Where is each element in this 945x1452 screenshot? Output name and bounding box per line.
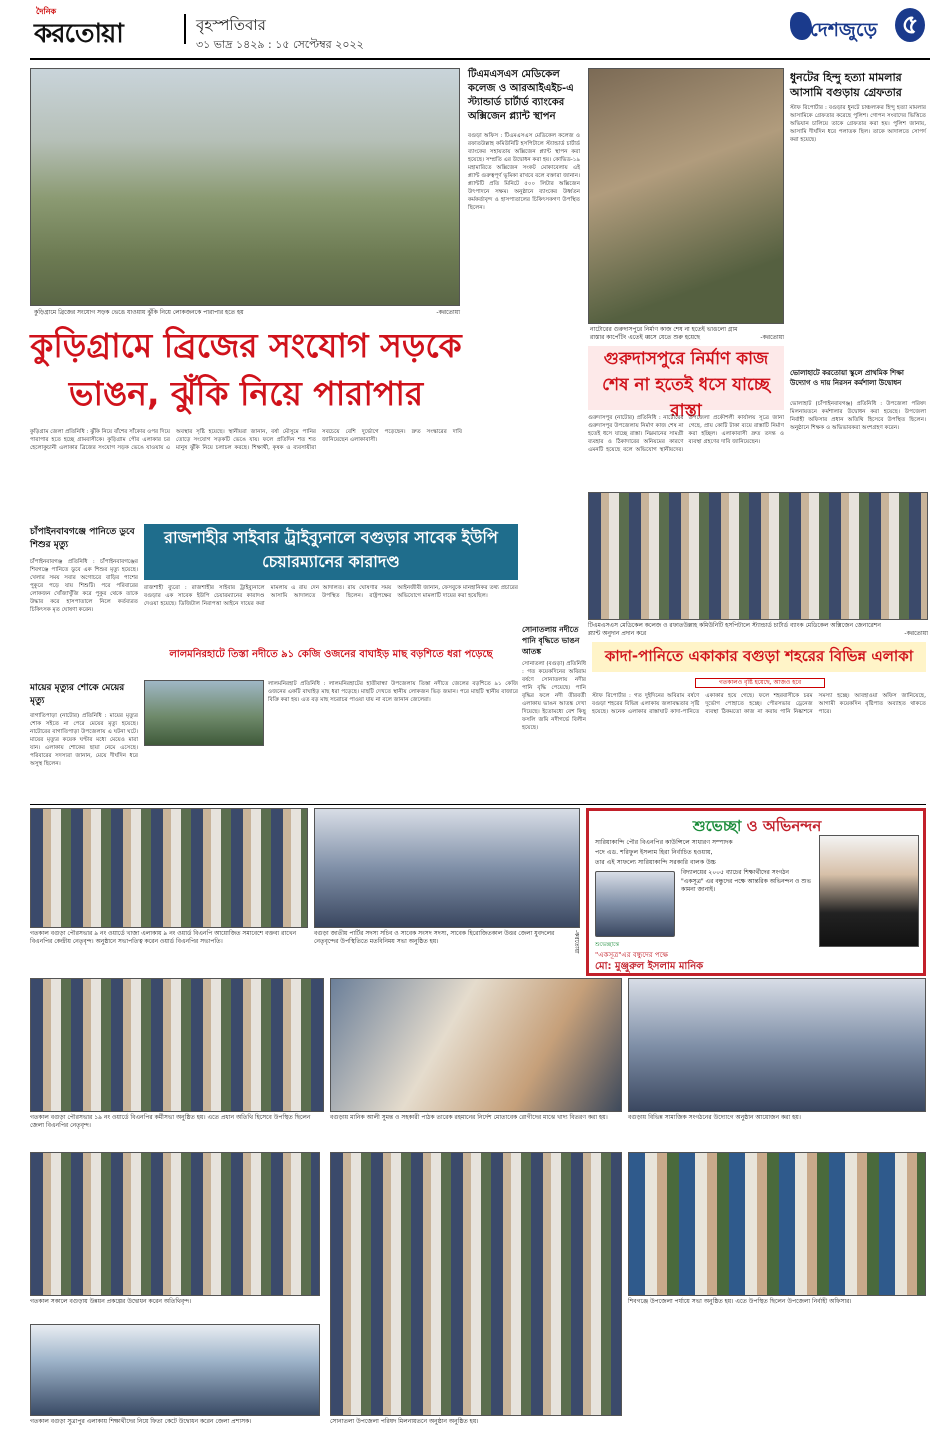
greeting-line1: সারিয়াকান্দি পৌর বিএনপির কাউন্সিলে সাধারণ সম্পাদক [595,839,733,846]
vertical-credit: -করতোয়া [573,930,580,954]
road-photo [588,68,784,324]
masthead-divider [184,14,186,44]
oxygen-plant-credit: -করতোয়া [904,630,928,637]
photo-row4-middle-caption: সোনাতলা উপজেলা পরিষদ মিলনায়তনে অনুষ্ঠান অনুষ্ঠিত হয়। [330,1418,479,1425]
cyber-headline: রাজশাহীর সাইবার ট্রাইব্যুনালে বগুড়ার সাবেক ইউপি চেয়ারম্যানের কারাদণ্ড [144,524,518,580]
photo-row2-right [628,978,926,1112]
child-headline: চাঁপাইনবাবগঞ্জে পানিতে ডুবে শিশুর মৃত্যু [30,527,135,550]
logo-small: দৈনিক [36,7,57,16]
flood-headline: কাদা-পানিতে একাকার বগুড়া শহরের বিভিন্ন এলাকা [592,642,926,672]
road-body: গুরুদাসপুর (নাটোর) প্রতিনিধি : নাটোরের গুরুদাসপুর উপজেলায় নির্মাণ কাজ শেষ না হতেই ধসে যাচ্ছে রাস্তা। নিম্নমানের সামগ্রী ব্যবহার ও ঠিকাদারের অনিয়মের কারণে এমনটি হয়েছে বলে অভিযোগ স্থানীয়দের। উপজেলা প্রকৌশলী কার্যালয় সূত্রে জানা গেছে, প্রায় কোটি টাকা ব্যয়ে রাস্তাটি নির্মাণ করা হচ্ছিল। এলাকাবাসী দ্রুত তদন্ত ও ব্যবস্থা গ্রহণের দাবি জানিয়েছেন। [588,415,784,453]
flood-body: স্টাফ রিপোর্টার : গত দুইদিনের অবিরাম বর্ষণে বগুড়া শহরের বিভিন্ন এলাকায় জলাবদ্ধতার সৃষ্টি হয়েছে। অনেক এলাকার রাস্তাঘাট কাদা-পানিতে একাকার হয়ে গেছে। ফলে শহরবাসীকে চরম দুর্ভোগ পোহাতে হচ্ছে। পৌরসভার ড্রেনেজ ব্যবস্থা ঠিকমতো কাজ না করায় পানি নিষ্কাশনে সমস্যা হচ্ছে। আবহাওয়া অফিস জানিয়েছে, আগামী কয়েকদিন বৃষ্টিপাত অব্যাহত থাকতে পারে। [592,693,926,715]
greeting-name: মো: মুঞ্জুরুল ইসলাম মানিক [595,961,704,972]
masthead-date: ৩১ ভাদ্র ১৪২৯ : ১৫ সেপ্টেম্বর ২০২২ [196,38,364,51]
flood-tag: গতকালও বৃষ্টি হয়েছে, আজও হবে [695,678,825,688]
greeting-title-a: শুভেচ্ছা [692,817,742,835]
sonatola-body: সোনাতলা (বগুড়া) প্রতিনিধি : গত কয়েকদিনের অবিরাম বর্ষণে সোনাতলায় নদীর পানি বৃদ্ধি পেয়েছে। পানি বৃদ্ধির ফলে নদী তীরবর্তী এলাকায় ভাঙন আতঙ্ক দেখা দিয়েছে। ইতোমধ্যে বেশ কিছু ফসলি জমি নদীগর্ভে বিলীন হয়েছে। [522,661,586,731]
masthead-rule [30,58,930,60]
photo-row2-left [30,978,324,1112]
arrest-headline: ধুনটের হিন্দু হত্যা মামলার আসামি বগুড়ায় গ্রেফতার [790,71,902,99]
child-body: চাঁপাইনবাবগঞ্জ প্রতিনিধি : চাঁপাইনবাবগঞ্জের শিবগঞ্জে পানিতে ডুবে এক শিশুর মৃত্যু হয়েছে। খেলার সময় সবার অগোচরে বাড়ির পাশের পুকুরে পড়ে যায় শিশুটি। পরে পরিবারের লোকজন খোঁজাখুঁজি করে পুকুর থেকে তাকে উদ্ধার করে হাসপাতালে নিলে কর্তব্যরত চিকিৎসক মৃত ঘোষণা করেন। [30,559,138,613]
section-title: দেশজুড়ে [810,19,878,41]
oxygen-plant-caption: টিএমএসএস মেডিকেল কলেজ ও রফাতউল্লাহ কমিউনিটি হসপিটালে স্ট্যান্ডার্ড চার্টার্ড ব্যাংক মেডিকেল অক্সিজেন জেনারেশন প্ল্যান্ট অনুদান প্রদান করে [588,622,881,637]
greeting-line3: তার এই সাফল্যে সারিয়াকান্দি সরকারি বালক উচ্চ [595,859,716,866]
greeting-photo-large [819,835,919,947]
lead-headline: কুড়িগ্রামে ব্রিজের সংযোগ সড়কে ভাঙন, ঝুঁকি নিয়ে পারাপার [30,326,462,413]
bridge-photo [30,68,460,306]
mother-body: বাগাতিপাড়া (নাটোর) প্রতিনিধি : মায়ের মৃত্যুর শোক সইতে না পেরে মেয়ের মৃত্যু হয়েছে। নাটোরের বাগাতিপাড়া উপজেলায় এ ঘটনা ঘটে। মায়ের মৃত্যুর কয়েক ঘণ্টার মধ্যে মেয়েও মারা যান। এলাকায় শোকের ছায়া নেমে এসেছে। পরিবারের সদস্যরা জানান, মেয়ে দীর্ঘদিন ধরে অসুস্থ ছিলেন। [30,713,138,767]
masthead-day: বৃহস্পতিবার [196,16,266,34]
fish-body: লালমনিরহাট প্রতিনিধি : লালমনিরহাটের হাতীবান্ধা উপজেলায় তিস্তা নদীতে জেলের বড়শিতে ৯১ কেজি ওজনের একটি বাঘাইড় মাছ ধরা পড়েছে। মাছটি দেখতে স্থানীয় লোকজন ভিড় জমান। পরে মাছটি স্থানীয় বাজারে বিক্রি করা হয়। এত বড় মাছ সচরাচর পাওয়া যায় না বলে জানান জেলেরা। [268,681,518,703]
greeting-line4: বিদ্যালয়ের ২০০৫ ব্যাচের শিক্ষার্থীদের সংগঠন "একসূত্র" এর বন্ধুদের পক্ষে আন্তরিক অভিনন্দন ও শুভ কামনা জানাই। [681,869,811,893]
mother-headline: মায়ের মৃত্যুর শোকে মেয়ের মৃত্যু [30,683,125,706]
section-rule-1 [30,804,926,805]
photo-row3-right [628,1152,926,1296]
greeting-photo-small [595,871,675,937]
photo-row4-middle [330,1152,622,1416]
logo: করতোয়া [34,19,123,49]
photo-row1-left-caption: গতকাল বগুড়া পৌরসভার ৯ নং ওয়ার্ডে খাজা এলাকায় ৯ নং ওয়ার্ড বিএনপি আয়োজিত সমাবেশে বক্তব্য রাখেন বিএনপির কেন্দ্রীয় নেতৃবৃন্দ। অনুষ্ঠানে সভাপতিত্ব করেন ওয়ার্ড বিএনপির সভাপতি। [30,930,297,945]
photo-row1-left [30,808,308,928]
arrest-body: স্টাফ রিপোর্টার : বগুড়ার ধুনটে চাঞ্চল্যকর হিন্দু হত্যা মামলার আসামিকে গ্রেফতার করেছে পুলিশ। গোপন সংবাদের ভিত্তিতে অভিযান চালিয়ে তাকে গ্রেফতার করা হয়। পুলিশ জানায়, আসামি দীর্ঘদিন ধরে পলাতক ছিল। তাকে আদালতে সোপর্দ করা হয়েছে। [790,105,926,143]
photo-row1-middle-caption: বগুড়া জাতীয় পার্টির সদস্য সচিব ও সাবেক সংসদ সদস্য, সাবেক হিরোজিতকাল উত্তর জেলা যুবদলের নেতৃবৃন্দের উপস্থিতিতে মতবিনিময় সভা অনুষ্ঠিত হয়। [314,930,555,945]
greeting-box [586,808,926,976]
cyber-body: রাজশাহী ব্যুরো : রাজশাহীর সাইবার ট্রাইব্যুনালে বগুড়ার এক সাবেক ইউপি চেয়ারম্যানের কারাদণ্ড দেওয়া হয়েছে। ডিজিটাল নিরাপত্তা আইনে দায়ের করা মামলায় এ রায় দেন আদালত। রায় ঘোষণার সময় আসামি আদালতে উপস্থিত ছিলেন। রাষ্ট্রপক্ষের আইনজীবী জানান, ফেসবুকে মানহানিকর তথ্য প্রচারের অভিযোগে মামলাটি দায়ের করা হয়েছিল। [144,585,518,607]
bridge-photo-credit: -করতোয়া [436,309,460,316]
page-number: ৫ [895,8,925,42]
greeting-line2: পদে এড. শরিফুল ইসলাম হিরা নির্বাচিত হওয়ায়, [595,849,713,856]
masthead [0,0,945,64]
bangladesh-map-icon [790,12,812,40]
oxygen-body: বগুড়া অফিস : টিএমএসএস মেডিকেল কলেজ ও রফাতউল্লাহ কমিউনিটি হসপিটালে স্ট্যান্ডার্ড চার্টার্ড ব্যাংকের সহায়তায় অক্সিজেন প্ল্যান্ট স্থাপন করা হয়েছে। সম্প্রতি এর উদ্বোধন করা হয়। কোভিড-১৯ মহামারিতে অক্সিজেন সংকট মোকাবেলায় এই প্ল্যান্ট গুরুত্বপূর্ণ ভূমিকা রাখবে বলে বক্তারা জানান। প্ল্যান্টটি প্রতি মিনিটে ৫০০ লিটার অক্সিজেন উৎপাদনে সক্ষম। অনুষ্ঠানে ব্যাংকের উর্ধ্বতন কর্মকর্তাবৃন্দ ও হাসপাতালের চিকিৎসকগণ উপস্থিত ছিলেন। [468,133,581,211]
oxygen-plant-photo [588,492,928,620]
photo-row2-middle [330,978,622,1112]
photo-row1-middle [314,808,580,928]
sonatola-headline: সোনাতলায় নদীতে পানি বৃদ্ধিতে ভাঙন আতঙ্ক [522,625,580,656]
lead-body: কুড়িগ্রাম জেলা প্রতিনিধি : ঝুঁকি নিয়ে বাঁশের সাঁকোর ওপর দিয়ে পারাপার হতে হচ্ছে গ্রামবাসীকে। কুড়িগ্রাম পৌর এলাকার চর হেলোকুচানী এলাকার ব্রিজের সংযোগ সড়ক ভেঙে যাওয়ায় এ অবস্থার সৃষ্টি হয়েছে। স্থানীয়রা জানান, বর্ষা মৌসুমে পানির তোড়ে সংযোগ সড়কটি ভেঙে যায়। ফলে প্রতিদিন শত শত মানুষ ঝুঁকি নিয়ে চলাচল করছে। শিক্ষার্থী, কৃষক ও ব্যবসায়ীরা সবচেয়ে বেশি দুর্ভোগে পড়েছেন। দ্রুত সংস্কারের দাবি জানিয়েছেন এলাকাবাসী। [30,429,462,451]
photo-row3-left [30,1152,320,1296]
photo-row2-left-caption: গতকাল বগুড়া পৌরসভার ১৯ নং ওয়ার্ডে বিএনপির কর্মীসভা অনুষ্ঠিত হয়। এতে প্রধান অতিথি হিসেবে উপস্থিত ছিলেন জেলা বিএনপির নেতৃবৃন্দ। [30,1114,311,1129]
greeting-title-b: ও অভিনন্দন [746,817,822,835]
workshop-headline: ভোলাহাটে করতোয়া স্কুলে প্রাথমিক শিক্ষা উদ্যোগ ও দায় নিরসন কর্মশালা উদ্বোধন [790,369,904,387]
fish-photo [144,680,264,746]
greeting-from: "একসূত্র"এর বন্ধুদের পক্ষে [595,951,669,959]
road-photo-caption: নাটোরের গুরুদাসপুরে নির্মাণ কাজ শেষ না হতেই ভাঙলো গ্রাম রাস্তার কার্পেটিং এতেই ধ্বসে যেতে শুরু হয়েছে [590,326,738,341]
oxygen-headline: টিএমএসএস মেডিকেল কলেজ ও আরআইএইচ-এ স্ট্যান্ডার্ড চার্টার্ড ব্যাংকের অক্সিজেন প্ল্যান্ট স্থাপন [468,69,574,122]
photo-row3-right-caption: শিবগঞ্জে উপজেলা পর্যায়ে সভা অনুষ্ঠিত হয়। এতে উপস্থিত ছিলেন উপজেলা নির্বাহী অফিসার। [628,1298,852,1305]
photo-row2-right-caption: বগুড়ায় বিভিন্ন সামাজিক সংগঠনের উদ্যোগে অনুষ্ঠান আয়োজন করা হয়। [628,1114,801,1121]
road-photo-credit: -করতোয়া [760,334,784,341]
fish-headline: লালমনিরহাটে তিস্তা নদীতে ৯১ কেজি ওজনের বাঘাইড় মাছ বড়শিতে ধরা পড়েছে [169,649,493,660]
photo-row4-left-caption: গতকাল বগুড়া সুত্রাপুর এলাকায় শিক্ষার্থীদের নিয়ে ফিতা কেটে উদ্বোধন করেন জেলা প্রশাসক। [30,1418,252,1425]
road-headline: গুরুদাসপুরে নির্মাণ কাজ শেষ না হতেই ধসে যাচ্ছে রাস্তা [588,346,784,410]
bridge-photo-caption: কুড়িগ্রামে ব্রিজের সংযোগ সড়ক ভেঙে যাওয়ায় ঝুঁকি নিয়ে লোকজনকে পারাপার হতে হয় [34,309,244,316]
greeting-from-label: শুভেচ্ছান্তে [595,942,620,948]
photo-row2-middle-caption: বগুড়ায় মানিক আলী সুমন্ত ও সহকারী পাঠক তারেক রহমানের নির্দেশ মোতাবেক রোগীদের মাঝে খাদ্য বিতরণ করা হয়। [330,1114,608,1121]
workshop-body: ভোলাহাট (চাঁপাইনবাবগঞ্জ) প্রতিনিধি : উপজেলা পরিষদ মিলনায়তনে কর্মশালার উদ্বোধন করা হয়েছে। উপজেলা নির্বাহী অফিসার প্রধান অতিথি হিসেবে উপস্থিত ছিলেন। অনুষ্ঠানে শিক্ষক ও অভিভাবকরা অংশগ্রহণ করেন। [790,401,926,431]
photo-row4-left [30,1324,320,1416]
photo-row3-left-caption: গতকাল সকালে বগুড়ায় উন্নয়ন প্রকল্পের উদ্বোধন করেন অতিথিবৃন্দ। [30,1298,192,1305]
